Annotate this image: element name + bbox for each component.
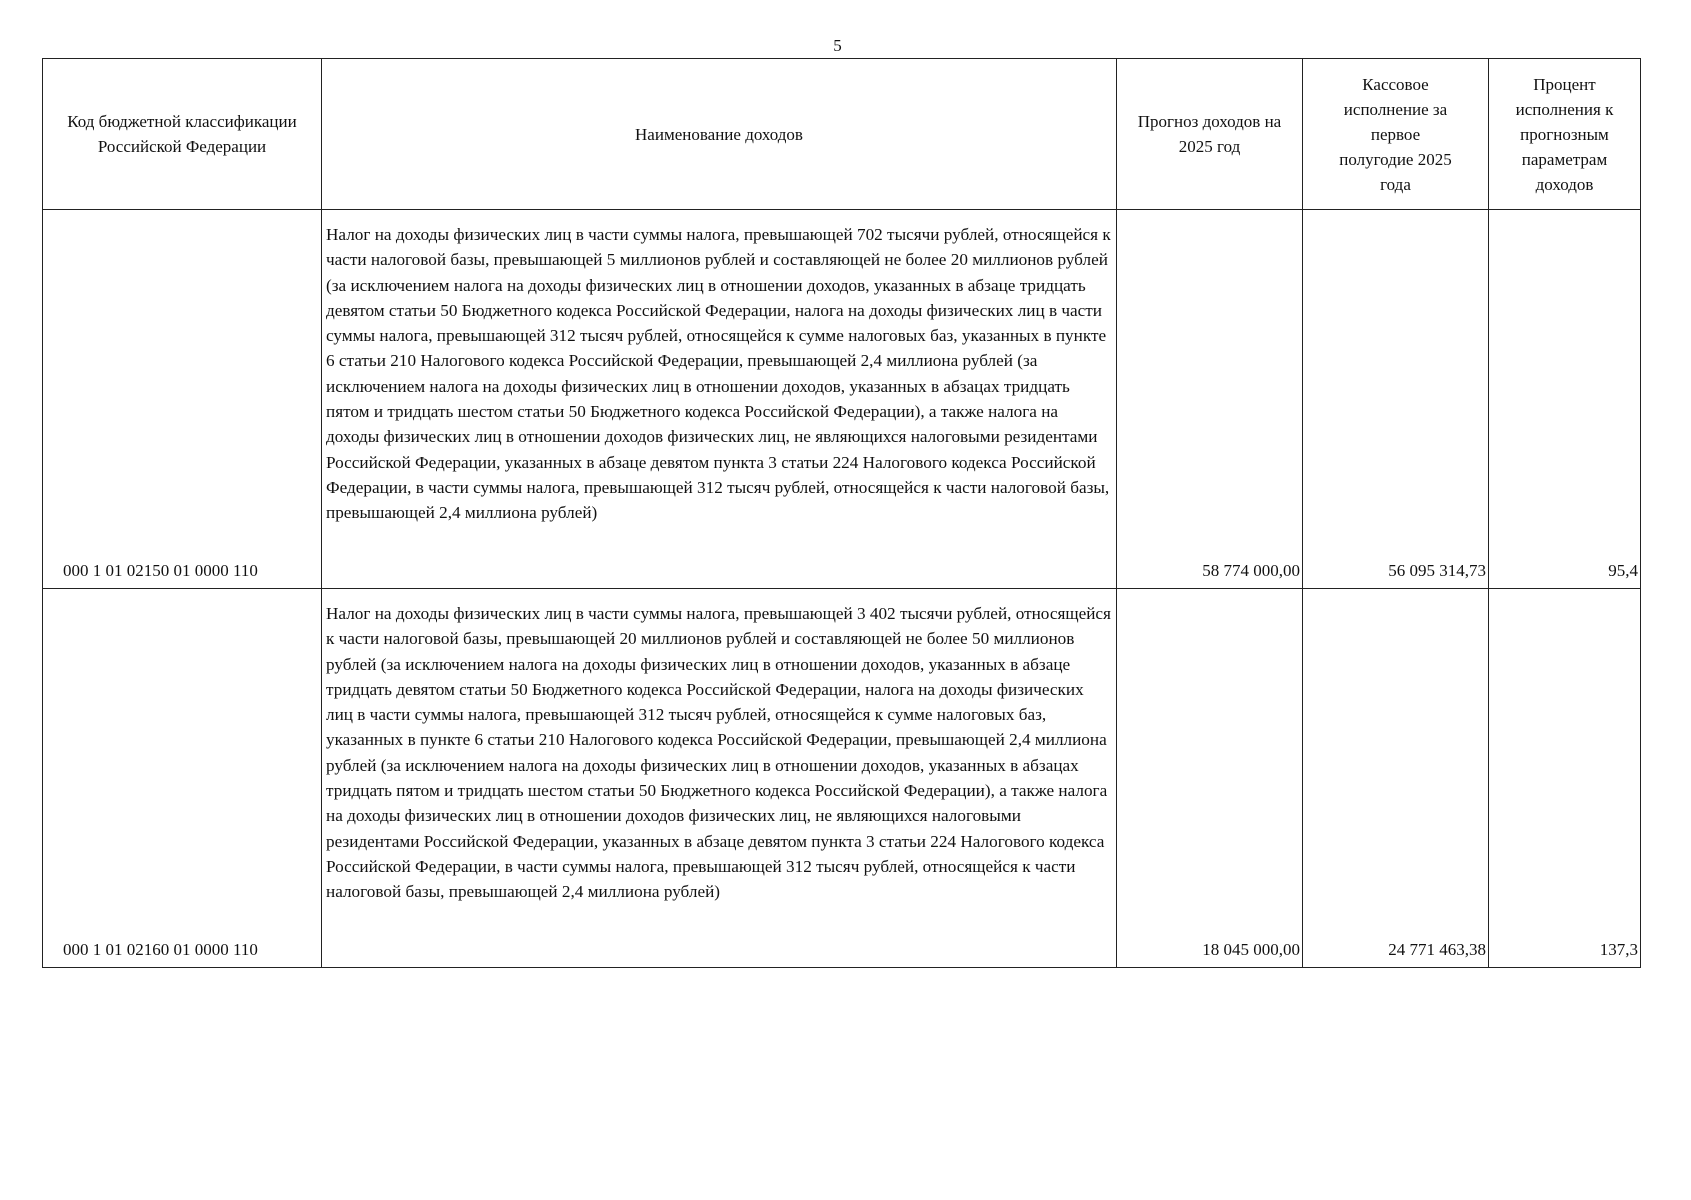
row-code: 000 1 01 02160 01 0000 110: [43, 589, 322, 968]
row-name: Налог на доходы физических лиц в части суммы налога, превышающей 702 тысячи рублей, относящейся к части налоговой базы, превышающей 5 миллионов рублей и составляющей не более 20 миллионов рублей (за исключением налога на доходы физических лиц в отношении доходов, указанных в абзаце тридцать девятом статьи 50 Бюджетного кодекса Российской Федерации, налога на доходы физических лиц в части суммы налога, превышающей 312 тысяч рублей, относящейся к сумме налоговых баз, указанных в пункте 6 статьи 210 Налогового кодекса Российской Федерации, превышающей 2,4 миллиона рублей (за исключением налога на доходы физических лиц в отношении доходов, указанных в абзацах тридцать пятом и тридцать шестом статьи 50 Бюджетного кодекса Российской Федерации), а также налога на доходы физических лиц в отношении доходов физических лиц, не являющихся налоговыми резидентами Российской Федерации, указанных в абзаце девятом пункта 3 статьи 224 Налогового кодекса Российской Федерации, в части суммы налога, превышающей 312 тысяч рублей, относящейся к части налоговой базы, превышающей 2,4 миллиона рублей): [322, 210, 1117, 589]
table-row: [43, 210, 1641, 589]
page-number: 5: [833, 36, 842, 55]
table-header-row: [43, 59, 1641, 210]
table-row: [43, 589, 1641, 968]
header-name: Наименование доходов: [322, 59, 1117, 210]
row-name: Налог на доходы физических лиц в части суммы налога, превышающей 3 402 тысячи рублей, относящейся к части налоговой базы, превышающей 20 миллионов рублей и составляющей не более 50 миллионов рублей (за исключением налога на доходы физических лиц в отношении доходов, указанных в абзаце тридцать девятом статьи 50 Бюджетного кодекса Российской Федерации, налога на доходы физических лиц в части суммы налога, превышающей 312 тысяч рублей, относящейся к сумме налоговых баз, указанных в пункте 6 статьи 210 Налогового кодекса Российской Федерации, превышающей 2,4 миллиона рублей (за исключением налога на доходы физических лиц в отношении доходов, указанных в абзацах тридцать пятом и тридцать шестом статьи 50 Бюджетного кодекса Российской Федерации), а также налога на доходы физических лиц в отношении доходов физических лиц, не являющихся налоговыми резидентами Российской Федерации, указанных в абзаце девятом пункта 3 статьи 224 Налогового кодекса Российской Федерации, в части суммы налога, превышающей 312 тысяч рублей, относящейся к части налоговой базы, превышающей 2,4 миллиона рублей): [322, 589, 1117, 968]
revenue-table: [42, 58, 1641, 968]
row-cash-execution: 24 771 463,38: [1303, 589, 1489, 968]
header-cash-execution: Кассовое исполнение за первое полугодие 2025 года: [1303, 59, 1489, 210]
header-code: Код бюджетной классификации Российской Федерации: [43, 59, 322, 210]
row-forecast: 58 774 000,00: [1117, 210, 1303, 589]
row-code: 000 1 01 02150 01 0000 110: [43, 210, 322, 589]
row-percent: 137,3: [1489, 589, 1641, 968]
header-forecast: Прогноз доходов на 2025 год: [1117, 59, 1303, 210]
row-forecast: 18 045 000,00: [1117, 589, 1303, 968]
row-percent: 95,4: [1489, 210, 1641, 589]
row-cash-execution: 56 095 314,73: [1303, 210, 1489, 589]
header-percent: Процент исполнения к прогнозным параметрам доходов: [1489, 59, 1641, 210]
